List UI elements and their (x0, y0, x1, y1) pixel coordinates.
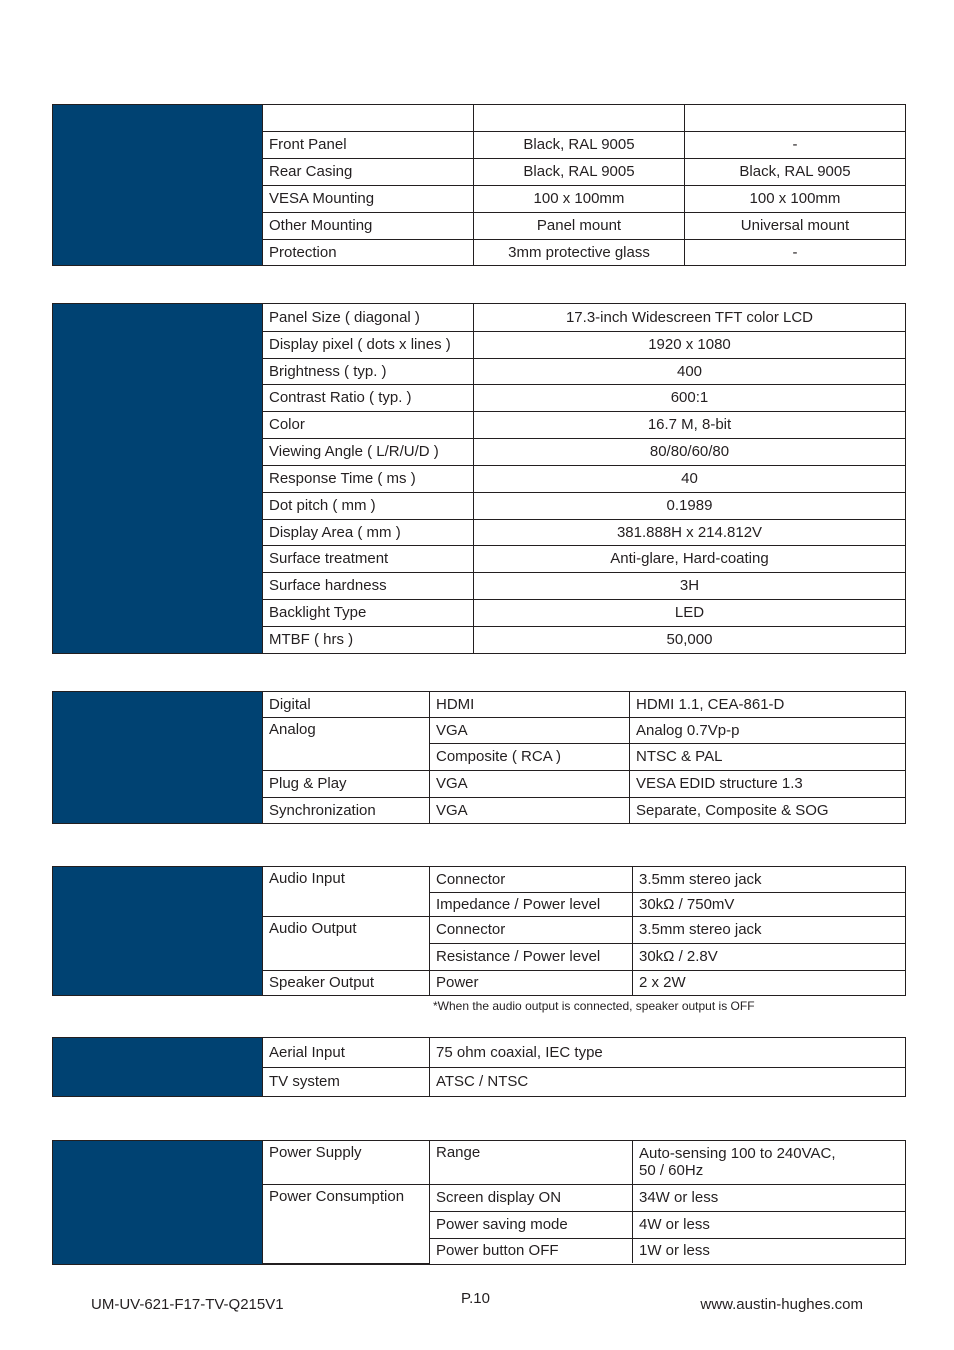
spec-label: Panel Size ( diagonal ) (263, 304, 474, 331)
table-row (263, 411, 906, 438)
spec-value: 17.3-inch Widescreen TFT color LCD (474, 304, 906, 331)
table-row (263, 1141, 906, 1184)
spec-value: Panel mount (474, 212, 685, 239)
spec-value: 381.888H x 214.812V (474, 519, 906, 545)
table-row (263, 797, 906, 823)
table-row (263, 626, 906, 653)
spec-item: Power (430, 970, 633, 995)
spec-label: Brightness ( typ. ) (263, 358, 474, 384)
spec-value: Black, RAL 9005 (685, 158, 906, 185)
table-row (263, 572, 906, 599)
table-row (263, 212, 906, 239)
footer-doc-id: UM-UV-621-F17-TV-Q215V1 (91, 1296, 284, 1313)
spec-value: 2 x 2W (633, 970, 906, 995)
spec-value: 4W or less (633, 1211, 906, 1238)
spec-label: Audio Output (263, 916, 430, 970)
spec-label: Backlight Type (263, 599, 474, 626)
spec-value: 75 ohm coaxial, IEC type (430, 1038, 906, 1067)
spec-connector: VGA (430, 770, 630, 797)
spec-value: 1920 x 1080 (474, 331, 906, 358)
table-row (263, 131, 906, 158)
spec-label: VESA Mounting (263, 185, 474, 212)
footer-page-number: P.10 (461, 1290, 490, 1307)
table-row (263, 717, 906, 743)
spec-item: Range (430, 1141, 633, 1184)
spec-connector: VGA (430, 717, 630, 743)
spec-value: 400 (474, 358, 906, 384)
spec-value: Auto-sensing 100 to 240VAC, 50 / 60Hz (633, 1141, 906, 1184)
spec-value: 34W or less (633, 1184, 906, 1211)
table-row (263, 519, 906, 545)
spec-label: Power Supply (263, 1141, 430, 1184)
table-row (263, 1067, 906, 1096)
spec-item: Power button OFF (430, 1238, 633, 1263)
power-spec-table (52, 1140, 906, 1265)
spec-label: Audio Input (263, 867, 430, 916)
spec-item: Resistance / Power level (430, 943, 633, 970)
table-row (263, 1038, 906, 1067)
spec-connector: HDMI (430, 692, 630, 717)
spec-value: Analog 0.7Vp-p (630, 717, 906, 743)
spec-value: NTSC & PAL (630, 743, 906, 770)
table-row (263, 916, 906, 943)
spec-label: Synchronization (263, 797, 430, 823)
audio-footnote: *When the audio output is connected, speaker output is OFF (433, 999, 755, 1013)
spec-value: 16.7 M, 8-bit (474, 411, 906, 438)
table-row (263, 545, 906, 572)
table-row (263, 358, 906, 384)
table-row (263, 438, 906, 465)
audio-spec-table (52, 866, 906, 996)
spec-label: Protection (263, 239, 474, 265)
spec-label: Surface treatment (263, 545, 474, 572)
spec-label: Front Panel (263, 131, 474, 158)
spec-value: Black, RAL 9005 (474, 158, 685, 185)
spec-value: Separate, Composite & SOG (630, 797, 906, 823)
spec-item: Screen display ON (430, 1184, 633, 1211)
spec-value: Black, RAL 9005 (474, 131, 685, 158)
table-row (263, 867, 906, 892)
table-row (263, 158, 906, 185)
spec-label: Aerial Input (263, 1038, 430, 1067)
spec-item: Connector (430, 867, 633, 892)
display-spec-table (52, 303, 906, 654)
spec-value: Anti-glare, Hard-coating (474, 545, 906, 572)
spec-value: 80/80/60/80 (474, 438, 906, 465)
table-row (263, 465, 906, 492)
spec-label: Plug & Play (263, 770, 430, 797)
spec-value: - (685, 239, 906, 265)
table-row (263, 185, 906, 212)
spec-value: 40 (474, 465, 906, 492)
spec-label: Color (263, 411, 474, 438)
spec-value: 30kΩ / 2.8V (633, 943, 906, 970)
table-row (263, 331, 906, 358)
spec-value: - (685, 131, 906, 158)
spec-value: 30kΩ / 750mV (633, 892, 906, 916)
table-row (263, 770, 906, 797)
mechanical-spec-table (52, 104, 906, 266)
table-row (263, 492, 906, 519)
spec-value: 50,000 (474, 626, 906, 653)
table-row (263, 239, 906, 265)
spec-label: Response Time ( ms ) (263, 465, 474, 492)
spec-value: 0.1989 (474, 492, 906, 519)
audio-section-bar (53, 867, 262, 995)
spec-label: Display pixel ( dots x lines ) (263, 331, 474, 358)
table-row (263, 970, 906, 995)
spec-value: VESA EDID structure 1.3 (630, 770, 906, 797)
spec-item: Power saving mode (430, 1211, 633, 1238)
spec-value: ATSC / NTSC (430, 1067, 906, 1096)
spec-label: Digital (263, 692, 430, 717)
spec-label: Analog (263, 717, 430, 770)
spec-value: Universal mount (685, 212, 906, 239)
spec-value: 100 x 100mm (474, 185, 685, 212)
power-section-bar (53, 1141, 262, 1264)
spec-item: Impedance / Power level (430, 892, 633, 916)
spec-value: 1W or less (633, 1238, 906, 1263)
spec-item: Connector (430, 916, 633, 943)
table-row (263, 692, 906, 717)
spec-value: 3.5mm stereo jack (633, 867, 906, 892)
display-section-bar (53, 304, 262, 653)
input-spec-table (52, 691, 906, 824)
input-section-bar (53, 692, 262, 823)
spec-label: Contrast Ratio ( typ. ) (263, 384, 474, 411)
spec-label: Display Area ( mm ) (263, 519, 474, 545)
table-row (263, 384, 906, 411)
spec-value: 3mm protective glass (474, 239, 685, 265)
tv-section-bar (53, 1038, 262, 1096)
spec-value: 100 x 100mm (685, 185, 906, 212)
spec-label: Surface hardness (263, 572, 474, 599)
tv-spec-table (52, 1037, 906, 1097)
spec-value: HDMI 1.1, CEA-861-D (630, 692, 906, 717)
mechanical-section-bar (53, 105, 262, 265)
spec-value: 3H (474, 572, 906, 599)
spec-label: Speaker Output (263, 970, 430, 995)
table-row (263, 1184, 906, 1211)
spec-label: MTBF ( hrs ) (263, 626, 474, 653)
spec-value: 3.5mm stereo jack (633, 916, 906, 943)
table-row (263, 599, 906, 626)
spec-connector: VGA (430, 797, 630, 823)
spec-label: Dot pitch ( mm ) (263, 492, 474, 519)
footer-website: www.austin-hughes.com (700, 1296, 863, 1313)
spec-value: LED (474, 599, 906, 626)
spec-label: TV system (263, 1067, 430, 1096)
spec-connector: Composite ( RCA ) (430, 743, 630, 770)
table-row (263, 304, 906, 331)
spec-label: Other Mounting (263, 212, 474, 239)
spec-label: Rear Casing (263, 158, 474, 185)
spec-label: Viewing Angle ( L/R/U/D ) (263, 438, 474, 465)
spec-value: 600:1 (474, 384, 906, 411)
spec-label: Power Consumption (263, 1184, 430, 1263)
